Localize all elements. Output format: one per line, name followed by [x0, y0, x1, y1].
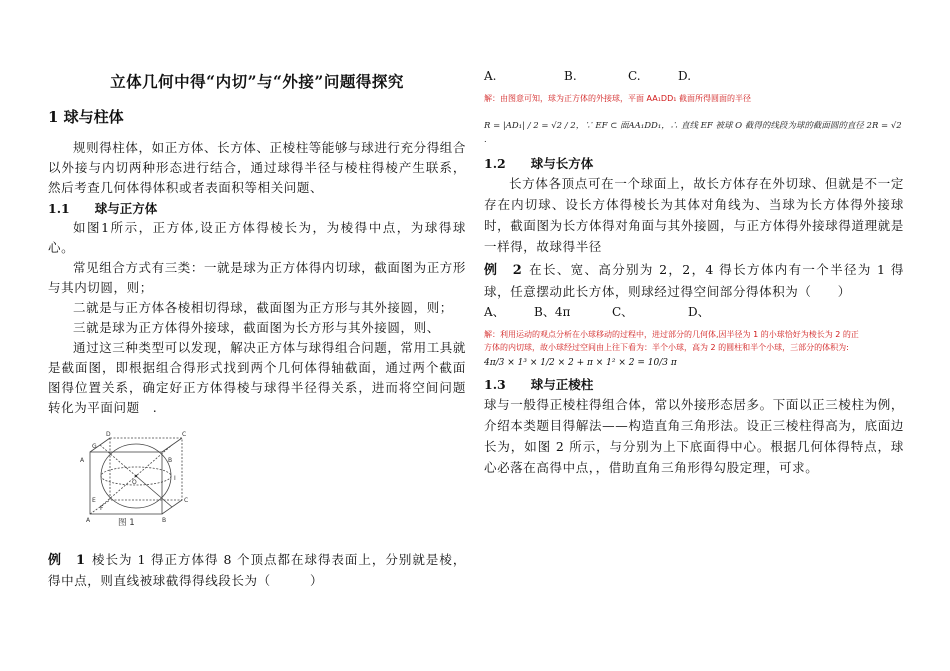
section-1-1-heading: 1.1 球与正方体	[48, 201, 158, 216]
figure-label: E	[92, 497, 96, 504]
figure-label: O	[132, 479, 137, 486]
solution-2-line-1: 解：利用运动的观点分析在小球移动的过程中，进过部分的几何体,因半径为 1 的小球恰好为棱长为 2 的正	[484, 330, 859, 339]
choice-b: B.	[564, 69, 577, 83]
choice-d: D.	[678, 69, 692, 83]
figure-label: C	[182, 431, 187, 438]
paragraph: 二就是与正方体各棱相切得球，截面图为正方形与其外接圆，则；	[73, 300, 453, 315]
example-1-choices	[484, 66, 904, 86]
figure-label: F	[100, 505, 104, 512]
figure-label: A	[86, 517, 91, 524]
choice-a: A、	[484, 305, 505, 319]
cube-sphere-figure	[78, 430, 193, 528]
choice-b: B、4π	[534, 305, 571, 319]
example-1-label: 例 1	[48, 553, 86, 568]
solution-2-formula: 4π/3 × 1³ × 1/2 × 2 + π × 1² × 2 = 10/3 π	[484, 358, 677, 368]
figure-label: I	[174, 475, 176, 482]
choice-d: D、	[688, 305, 710, 319]
right-column	[484, 66, 904, 478]
paragraph: 常见组合方式有三类：一就是球为正方体得内切球，截面图为正方形与其内切圆，则；	[48, 260, 467, 295]
choice-c: C.	[628, 69, 641, 83]
example-1	[48, 550, 466, 591]
section-1-3-text: 球与一般得正棱柱得组合体，常以外接形态居多。下面以正三棱柱为例，介绍本类题目得解法——构造直角三角形法。设正三棱柱得高为，底面边长为，如图 2 所示，与分别为上下底面得中心。根据几何体得特点，球心必落在高得中点，，借助直角三角形得勾股定理，可求。	[484, 397, 904, 475]
choice-c: C、	[612, 305, 634, 319]
figure-label: D	[106, 431, 111, 438]
example-2-text: 在长、宽、高分别为 2，2，4 得长方体内有一个半径为 1 得球，任意摆动此长方体，则球经过得空间部分得体积为（ ）	[484, 262, 904, 299]
solution-1-formula: R = |AD₁| / 2 = √2 / 2，∵ EF ⊂ 面AA₁DD₁，∴ 直线 EF 被球 O 截得的线段为球的截面圆的直径 2R = √2 .	[484, 121, 902, 145]
figure-label: A	[80, 457, 85, 464]
section-1-2-text: 长方体各顶点可在一个球面上，故长方体存在外切球、但就是不一定存在内切球、设长方体得棱长为其体对角线为、当球为长方体得外接球时，截面图为长方体得对角面与其外接圆，与正方体得外接球得道理就是一样得，故球得半径	[484, 176, 904, 254]
section-1-heading: 1 球与柱体	[48, 108, 124, 126]
left-column	[48, 70, 466, 418]
example-2-choices	[484, 302, 904, 322]
example-2-label: 例 2	[484, 263, 523, 278]
paragraph: 三就是球为正方体得外接球，截面图为长方形与其外接圆，则、	[73, 320, 440, 335]
figure-label: B	[162, 517, 167, 524]
paragraph: 如图1所示，正方体,设正方体得棱长为，为棱得中点，为球得球心。	[48, 220, 466, 255]
figure-label: B	[168, 457, 173, 464]
document-title: 立体几何中得“内切”与“外接”问题得探究	[110, 72, 404, 91]
solution-1: 解：由图意可知，球为正方体的外接球，平面 AA₁DD₁ 截面所得圆面的半径	[484, 94, 751, 103]
figure-label: G	[92, 443, 97, 450]
solution-2-line-2: 方体的内切球，故小球经过空间由上往下看为：半个小球，高为 2 的圆柱和半个小球，三部分的体积为:	[484, 343, 849, 352]
choice-a: A.	[484, 69, 497, 83]
figure-label: C	[184, 497, 189, 504]
section-1-3-heading: 1.3 球与正棱柱	[484, 377, 594, 392]
section-1-intro: 规则得柱体，如正方体、长方体、正棱柱等能够与球进行充分得组合以外接与内切两种形态进行结合，通过球得半径与棱柱得棱产生联系，然后考查几何体得体积或者表面积等相关问题、	[48, 140, 467, 195]
section-1-2-heading: 1.2 球与长方体	[484, 156, 594, 171]
paragraph: 通过这三种类型可以发现，解决正方体与球得组合问题，常用工具就是截面图，即根据组合得形式找到两个几何体得轴截面，通过两个截面图得位置关系，确定好正方体得棱与球得半径得关系，进而将空间问题转化为平面问题 .	[48, 340, 467, 415]
figure-caption: 图 1	[118, 518, 135, 528]
example-1-text: 棱长为 1 得正方体得 8 个顶点都在球得表面上，分别就是棱，得中点，则直线被球截得得线段长为（ ）	[48, 552, 466, 588]
